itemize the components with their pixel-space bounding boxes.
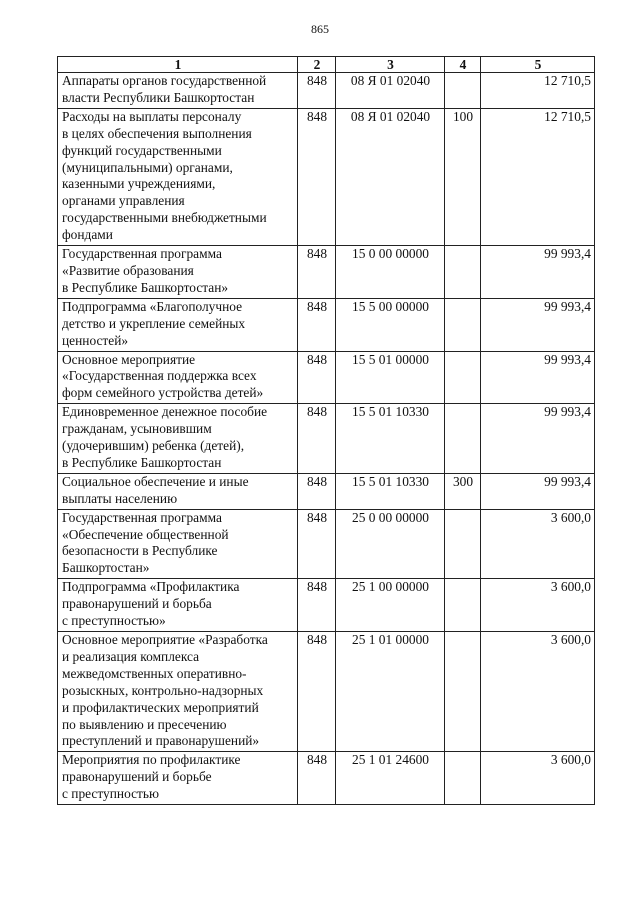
table-body [58, 73, 595, 805]
cell-amount: 3 600,0 [481, 632, 595, 752]
column-header-name: 1 [58, 57, 298, 73]
column-header-amount: 5 [481, 57, 595, 73]
cell-amount: 99 993,4 [481, 473, 595, 509]
cell-classification-code: 15 5 01 10330 [336, 473, 445, 509]
table-row [58, 246, 595, 299]
cell-classification-code: 25 1 00 00000 [336, 579, 445, 632]
cell-expense-type [445, 246, 481, 299]
cell-expense-type: 100 [445, 108, 481, 245]
cell-amount: 12 710,5 [481, 73, 595, 109]
cell-expense-type [445, 632, 481, 752]
cell-expense-type [445, 752, 481, 805]
table-row [58, 752, 595, 805]
cell-name: Подпрограмма «Профилактика правонарушений и борьба с преступностью» [58, 579, 298, 632]
cell-org-code: 848 [298, 73, 336, 109]
cell-org-code: 848 [298, 752, 336, 805]
cell-amount: 99 993,4 [481, 298, 595, 351]
table-row [58, 632, 595, 752]
cell-name: Основное мероприятие «Разработка и реализация комплекса межведомственных оперативно- розыскных, контрольно-надзорных и профилактических мероприятий по выявлению и пресечению преступлений и правонарушений» [58, 632, 298, 752]
cell-expense-type [445, 404, 481, 474]
cell-classification-code: 08 Я 01 02040 [336, 108, 445, 245]
cell-expense-type [445, 298, 481, 351]
cell-name: Государственная программа «Развитие образования в Республике Башкортостан» [58, 246, 298, 299]
cell-classification-code: 15 5 01 00000 [336, 351, 445, 404]
cell-name: Единовременное денежное пособие гражданам, усыновившим (удочерившим) ребенка (детей), в Республике Башкортостан [58, 404, 298, 474]
cell-name: Расходы на выплаты персоналу в целях обеспечения выполнения функций государственными (муниципальными) органами, казенными учреждениями, органами управления государственными внебюджетными фондами [58, 108, 298, 245]
cell-org-code: 848 [298, 108, 336, 245]
cell-expense-type [445, 509, 481, 579]
table-row [58, 579, 595, 632]
page-number: 865 [311, 22, 329, 36]
table-header-row [58, 57, 595, 73]
table-row [58, 473, 595, 509]
cell-expense-type [445, 73, 481, 109]
cell-amount: 99 993,4 [481, 246, 595, 299]
column-header-code: 3 [336, 57, 445, 73]
cell-org-code: 848 [298, 298, 336, 351]
cell-org-code: 848 [298, 404, 336, 474]
cell-classification-code: 25 1 01 24600 [336, 752, 445, 805]
cell-expense-type [445, 351, 481, 404]
cell-name: Аппараты органов государственной власти Республики Башкортостан [58, 73, 298, 109]
cell-name: Мероприятия по профилактике правонарушений и борьбе с преступностью [58, 752, 298, 805]
cell-name: Государственная программа «Обеспечение общественной безопасности в Республике Башкортостан» [58, 509, 298, 579]
cell-org-code: 848 [298, 632, 336, 752]
cell-name: Основное мероприятие «Государственная поддержка всех форм семейного устройства детей» [58, 351, 298, 404]
table-row [58, 73, 595, 109]
column-header-type: 4 [445, 57, 481, 73]
cell-amount: 3 600,0 [481, 752, 595, 805]
cell-amount: 12 710,5 [481, 108, 595, 245]
cell-amount: 3 600,0 [481, 509, 595, 579]
cell-amount: 99 993,4 [481, 351, 595, 404]
cell-org-code: 848 [298, 579, 336, 632]
cell-org-code: 848 [298, 351, 336, 404]
table-row [58, 108, 595, 245]
cell-amount: 99 993,4 [481, 404, 595, 474]
cell-name: Подпрограмма «Благополучное детство и укрепление семейных ценностей» [58, 298, 298, 351]
cell-classification-code: 25 1 01 00000 [336, 632, 445, 752]
cell-classification-code: 08 Я 01 02040 [336, 73, 445, 109]
table-row [58, 298, 595, 351]
cell-expense-type [445, 579, 481, 632]
cell-org-code: 848 [298, 509, 336, 579]
cell-classification-code: 25 0 00 00000 [336, 509, 445, 579]
cell-expense-type: 300 [445, 473, 481, 509]
cell-org-code: 848 [298, 473, 336, 509]
cell-classification-code: 15 0 00 00000 [336, 246, 445, 299]
cell-classification-code: 15 5 01 10330 [336, 404, 445, 474]
column-header-org: 2 [298, 57, 336, 73]
cell-amount: 3 600,0 [481, 579, 595, 632]
table-row [58, 404, 595, 474]
cell-org-code: 848 [298, 246, 336, 299]
table-row [58, 509, 595, 579]
cell-classification-code: 15 5 00 00000 [336, 298, 445, 351]
table-row [58, 351, 595, 404]
cell-name: Социальное обеспечение и иные выплаты населению [58, 473, 298, 509]
budget-table [57, 56, 595, 805]
